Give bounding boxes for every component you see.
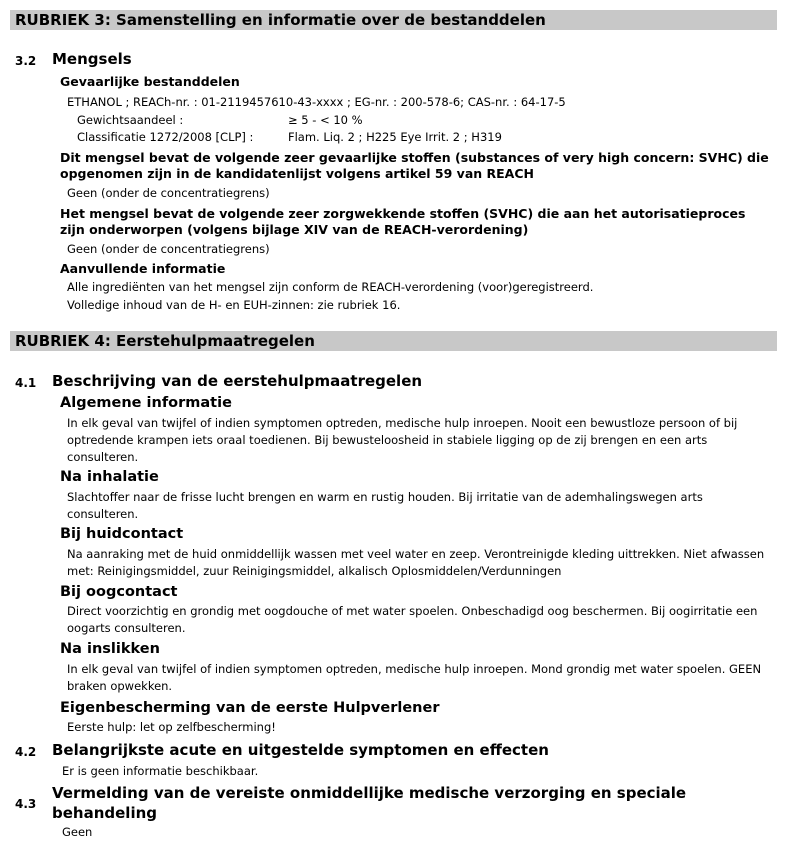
general-info-heading: Algemene informatie [60,395,232,411]
ethanol-line: ETHANOL ; REACh-nr. : 01-2119457610-43-xxxx ; EG-nr. : 200-578-6; CAS-nr. : 64-17-5 [67,95,566,109]
section-number: 4.1 [15,376,37,390]
subsection-title: Beschrijving van de eerstehulpmaatregelen [52,372,423,390]
eye-contact-text: Direct voorzichtig en grondig met oogdouche of met water spoelen. Onbeschadigd oog beschermen. Bij oogirritatie een oogarts consulteren. [67,604,758,635]
hazardous-components-heading: Gevaarlijke bestanddelen [60,74,240,89]
svhc-authorisation-value: Geen (onder de concentratiegrens) [67,242,270,256]
ingestion-heading: Na inslikken [60,641,160,657]
subsection-title: Vermelding van de vereiste onmiddellijke medische verzorging en speciale behandeling [52,784,687,822]
section-number: 4.3 [15,797,37,811]
medical-treatment-text: Geen [62,825,93,839]
weight-label: Gewichtsaandeel : [77,113,184,127]
self-protection-text: Eerste hulp: let op zelfbescherming! [67,720,276,734]
ingestion-text: In elk geval van twijfel of indien symptomen optreden, medische hulp inroepen. Mond grondig met water spoelen. GEEN braken opwekken. [67,662,762,693]
svhc-candidate-heading: Dit mengsel bevat de volgende zeer gevaarlijke stoffen (substances of very high concern: SVHC) die opgenomen zijn in de kandidatenlijst volgens artikel 59 van REACH [60,150,769,181]
subsection-title: Mengsels [52,50,132,68]
eye-contact-heading: Bij oogcontact [60,584,178,600]
section-number: 4.2 [15,745,37,759]
self-protection-heading: Eigenbescherming van de eerste Hulpverlener [60,700,440,716]
section-3-header: RUBRIEK 3: Samenstelling en informatie over de bestanddelen [10,10,777,30]
inhalation-heading: Na inhalatie [60,469,159,485]
section-number: 3.2 [15,54,37,68]
svhc-authorisation-heading: Het mengsel bevat de volgende zeer zorgwekkende stoffen (SVHC) die aan het autorisatieproces zijn onderworpen (volgens bijlage XIV van de REACH-verordening) [60,206,746,237]
section-4-header: RUBRIEK 4: Eerstehulpmaatregelen [10,331,777,351]
skin-contact-text: Na aanraking met de huid onmiddellijk wassen met veel water en zeep. Verontreinigde kleding uittrekken. Niet afwassen met: Reinigingsmiddel, zuur Reinigingsmiddel, alkalisch Oplosmiddelen/Verdunningen [67,547,765,578]
symptoms-text: Er is geen informatie beschikbaar. [62,764,259,778]
skin-contact-heading: Bij huidcontact [60,526,184,542]
general-info-text: In elk geval van twijfel of indien symptomen optreden, medische hulp inroepen. Nooit een bewustloze persoon of bij optredende krampen iets oraal toedienen. Bij bewusteloosheid in stabiele ligging op de zij brengen en een arts consulteren. [67,416,738,464]
weight-value: ≥ 5 - < 10 % [288,113,363,127]
classification-label: Classificatie 1272/2008 [CLP] : [77,130,254,144]
additional-info-heading: Aanvullende informatie [60,261,226,276]
additional-info-line: Volledige inhoud van de H- en EUH-zinnen: zie rubriek 16. [67,298,401,312]
svhc-candidate-value: Geen (onder de concentratiegrens) [67,186,270,200]
additional-info-line: Alle ingrediënten van het mengsel zijn conform de REACH-verordening (voor)geregistreerd. [67,280,594,294]
classification-value: Flam. Liq. 2 ; H225 Eye Irrit. 2 ; H319 [288,130,502,144]
inhalation-text: Slachtoffer naar de frisse lucht brengen en warm en rustig houden. Bij irritatie van de ademhalingswegen arts consulteren. [67,490,703,521]
subsection-title: Belangrijkste acute en uitgestelde symptomen en effecten [52,741,549,759]
